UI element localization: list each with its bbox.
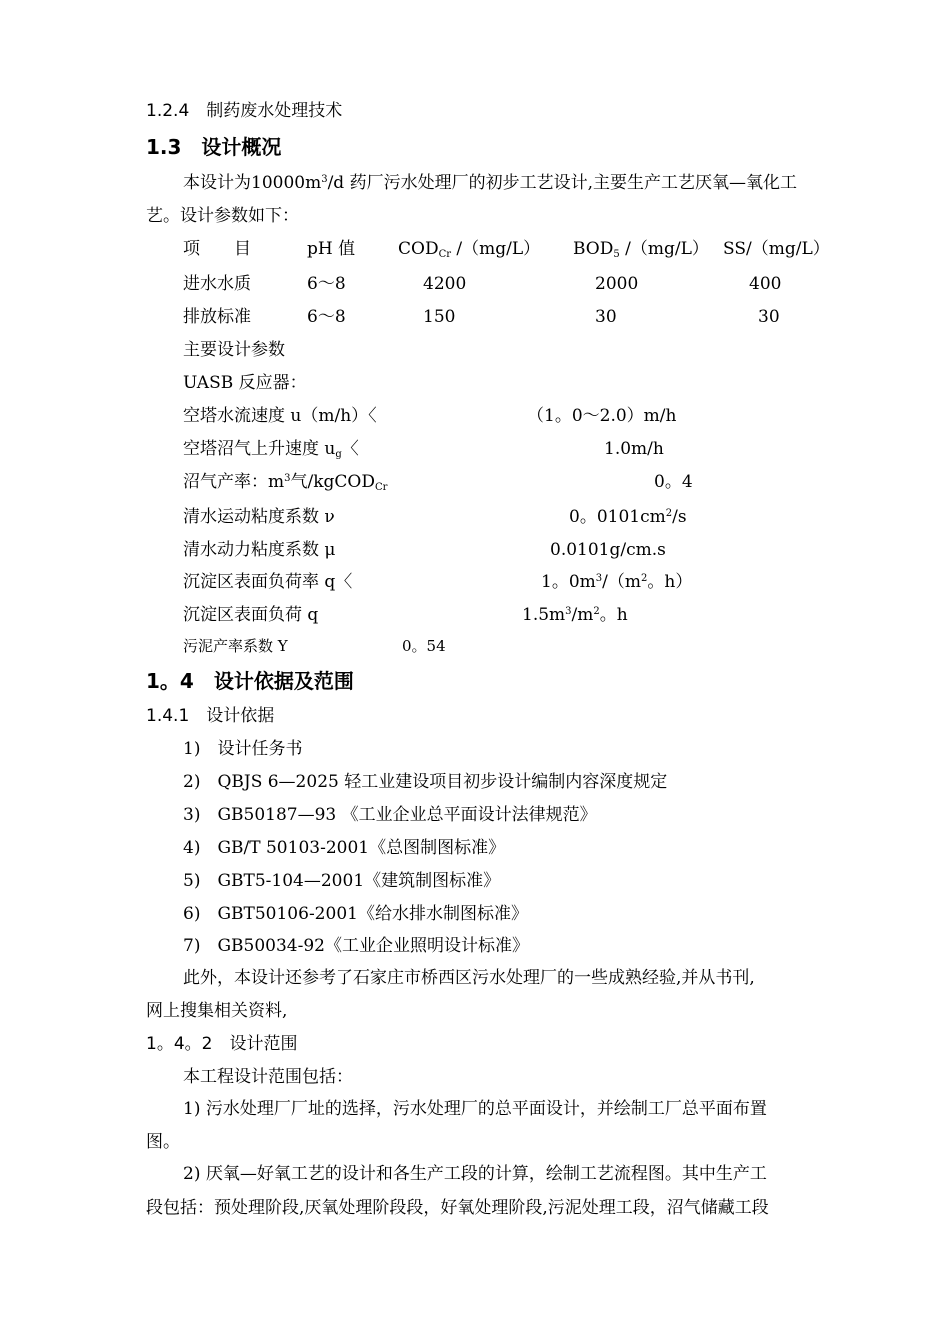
table-row-discharge-cod: 150 xyxy=(423,307,456,327)
list-item: 7) GB50034-92《工业企业照明设计标准》 xyxy=(183,936,529,956)
param-value: $1.5m^3/m^2$。h xyxy=(522,605,628,625)
param-value: 0。4 xyxy=(654,472,693,492)
section-heading-1-4-1: 1.4.1 设计依据 xyxy=(146,706,275,726)
table-row-discharge-name: 排放标准 xyxy=(183,307,251,327)
param-label: 沼气产率：$m^3$气/kgCOD$_{Cr}$ xyxy=(183,472,388,493)
param-label: 空塔水流速度 u（m/h）〈 xyxy=(183,406,377,426)
intro-line-2: 艺。设计参数如下： xyxy=(146,206,299,226)
list-item: 5) GBT5-104—2001《建筑制图标准》 xyxy=(183,871,501,891)
param-value: 0。54 xyxy=(402,637,446,655)
table-header-item: 项 目 xyxy=(183,239,251,259)
param-value: 1。$0m^3/(m^2$。h） xyxy=(541,572,693,592)
params-title: 主要设计参数 xyxy=(183,340,285,360)
table-row-influent-bod: 2000 xyxy=(595,274,639,294)
list-item: 4) GB/T 50103-2001《总图制图标准》 xyxy=(183,838,506,858)
paragraph-line: 网上搜集相关资料, xyxy=(146,1001,288,1021)
table-row-discharge-ss: 30 xyxy=(758,307,780,327)
paragraph-line: 2) 厌氧—好氧工艺的设计和各生产工段的计算，绘制工艺流程图。其中生产工 xyxy=(183,1164,767,1184)
table-row-influent-name: 进水水质 xyxy=(183,274,251,294)
table-header-cod: $COD_{Cr}$ /（mg/L） xyxy=(398,239,541,260)
list-item: 3) GB50187—93 《工业企业总平面设计法律规范》 xyxy=(183,805,597,825)
table-row-influent-ph: 6～8 xyxy=(307,274,346,294)
paragraph-line: 此外，本设计还参考了石家庄市桥西区污水处理厂的一些成熟经验,并从书刊, xyxy=(183,968,755,988)
list-item: 6) GBT50106-2001《给水排水制图标准》 xyxy=(183,904,528,924)
paragraph-line: 图。 xyxy=(146,1132,180,1152)
intro-line-1: 本设计为$10000m^3/d$ 药厂污水处理厂的初步工艺设计,主要生产工艺厌氧—氧化工 xyxy=(183,173,797,193)
param-value: 0.0101g/cm.s xyxy=(550,540,666,560)
section-heading-1-2-4: 1.2.4 制药废水处理技术 xyxy=(146,101,343,121)
table-row-discharge-bod: 30 xyxy=(595,307,617,327)
table-header-bod: $BOD_5$ /（mg/L） xyxy=(573,239,709,260)
list-item: 2) QBJS 6—2025 轻工业建设项目初步设计编制内容深度规定 xyxy=(183,772,668,792)
param-value: 0。$0101cm^2/s$ xyxy=(569,507,687,527)
param-value: （1。0～2.0）m/h xyxy=(527,406,677,426)
paragraph-line: 本工程设计范围包括： xyxy=(183,1067,353,1087)
table-row-influent-ss: 400 xyxy=(749,274,782,294)
param-label: 清水动力粘度系数 μ xyxy=(183,540,336,560)
param-label: 清水运动粘度系数 ν xyxy=(183,507,335,527)
section-heading-1-4: 1。4 设计依据及范围 xyxy=(146,669,354,693)
section-heading-1-4-2: 1。4。2 设计范围 xyxy=(146,1034,298,1054)
uasb-title: UASB 反应器： xyxy=(183,373,307,393)
table-header-ss: SS/（mg/L） xyxy=(723,239,830,259)
param-label: 空塔沼气上升速度 $u_g$〈 xyxy=(183,439,359,460)
table-header-ph: pH 值 xyxy=(307,239,356,259)
param-label: 污泥产率系数 Y xyxy=(183,637,288,655)
param-label: 沉淀区表面负荷率 q〈 xyxy=(183,572,353,592)
param-value: 1.0m/h xyxy=(604,439,664,459)
paragraph-line: 1) 污水处理厂厂址的选择，污水处理厂的总平面设计，并绘制工厂总平面布置 xyxy=(183,1099,767,1119)
paragraph-line: 段包括：预处理阶段,厌氧处理阶段段，好氧处理阶段,污泥处理工段，沼气储藏工段 xyxy=(146,1198,769,1218)
param-label: 沉淀区表面负荷 q xyxy=(183,605,319,625)
section-heading-1-3: 1.3 设计概况 xyxy=(146,135,282,159)
table-row-discharge-ph: 6～8 xyxy=(307,307,346,327)
table-row-influent-cod: 4200 xyxy=(423,274,467,294)
list-item: 1) 设计任务书 xyxy=(183,739,303,759)
